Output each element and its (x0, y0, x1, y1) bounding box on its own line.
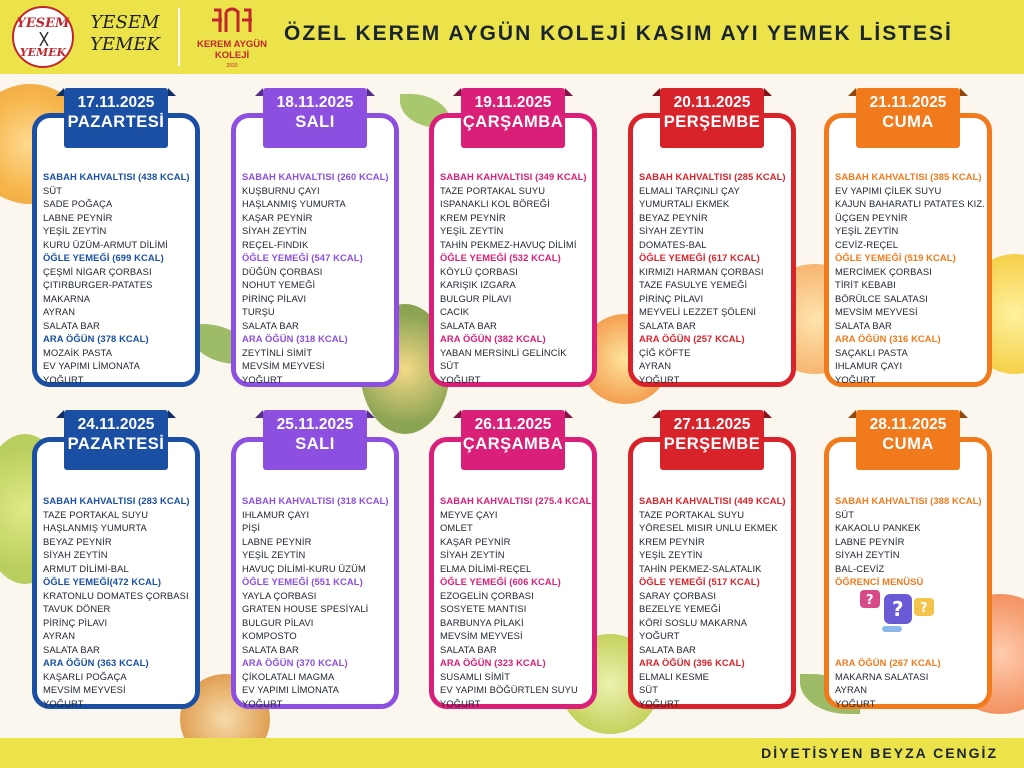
question-bubbles-icon (856, 584, 940, 636)
school-name-line1: KEREM AYGÜN (196, 39, 268, 50)
menu-item: KAJUN BAHARATLI PATATES KIZ. (835, 198, 985, 209)
meal-heading: ARA ÖĞÜN (316 KCAL) (835, 333, 941, 344)
menu-item: KURU ÜZÜM-ARMUT DİLİMİ (43, 238, 168, 250)
menu-list (434, 166, 592, 385)
day-name: PERŞEMBE (663, 435, 761, 453)
day-header-tag (856, 88, 960, 148)
day-menu-card (628, 113, 796, 387)
meal-heading: ÖĞLE YEMEĞİ (606 KCAL) (440, 576, 561, 587)
day-date: 25.11.2025 (276, 416, 354, 433)
menu-item: EV YAPIMI ÇİLEK SUYU (835, 184, 942, 196)
menu-item: YÖRESEL MISIR UNLU EKMEK (639, 522, 778, 533)
menu-item: SALATA BAR (43, 643, 100, 655)
day-name: ÇARŞAMBA (462, 113, 564, 131)
menu-item: KARIŞIK IZGARA (440, 279, 516, 290)
meal-heading: ÖĞLE YEMEĞİ (532 KCAL) (440, 252, 561, 263)
logo-text-bottom: YEMEK (19, 46, 67, 59)
ribbon-fold (56, 410, 64, 418)
meal-heading: SABAH KAHVALTISI (275.4 KCAL) (440, 495, 595, 506)
ribbon-fold (960, 410, 968, 418)
menu-item: PİŞİ (242, 522, 261, 533)
menu-item: ISPANAKLI KOL BÖREĞİ (440, 198, 550, 209)
meal-heading: ÖĞLE YEMEĞİ (517 KCAL) (639, 576, 760, 587)
menu-item: SÜT (835, 508, 855, 520)
day-date: 18.11.2025 (276, 94, 354, 111)
menu-item (835, 643, 987, 657)
menu-item: TİRİT KEBABI (835, 279, 896, 290)
day-name: PAZARTESİ (67, 113, 165, 131)
menu-list (37, 166, 195, 385)
school-logo (190, 6, 274, 70)
meal-heading: ARA ÖĞÜN (382 KCAL) (440, 333, 546, 344)
menu-item: TAZE FASULYE YEMEĞİ (639, 279, 748, 290)
meal-heading: ARA ÖĞÜN (378 KCAL) (43, 333, 149, 344)
menu-item: BARBUNYA PİLAKİ (440, 616, 524, 628)
menu-item: HAVUÇ DİLİMİ-KURU ÜZÜM (242, 562, 366, 574)
ribbon-fold (652, 88, 660, 96)
menu-item: CACIK (440, 306, 470, 317)
menu-item: IHLAMUR ÇAYI (242, 508, 310, 520)
menu-item: GRATEN HOUSE SPESİYALİ (242, 603, 369, 614)
menu-item: HAŞLANMIŞ YUMURTA (43, 522, 147, 533)
menu-item: SALATA BAR (242, 319, 299, 331)
menu-item: LABNE PEYNİR (242, 535, 312, 547)
menu-item: CEVİZ-REÇEL (835, 238, 899, 250)
menu-item: MEVSİM MEYVESİ (440, 630, 523, 641)
menu-item: ÇEŞMİ NİGAR ÇORBASI (43, 265, 152, 277)
day-name: SALI (295, 113, 335, 131)
meal-heading: ARA ÖĞÜN (370 KCAL) (242, 657, 348, 668)
meal-heading: ÖĞLE YEMEĞİ (551 KCAL) (242, 576, 363, 587)
menu-item: SİYAH ZEYTİN (242, 225, 307, 236)
menu-list (434, 490, 595, 709)
meal-heading: SABAH KAHVALTISI (285 KCAL) (639, 171, 786, 182)
menu-item: YEŞİL ZEYTİN (242, 549, 306, 560)
menu-item: KRATONLU DOMATES ÇORBASI (43, 589, 189, 601)
brand-name-line1: YESEM (90, 12, 160, 33)
menu-item: YOĞURT (43, 697, 84, 709)
header-divider (178, 8, 180, 66)
menu-item: SALATA BAR (440, 643, 497, 655)
meal-heading: ÖĞLE YEMEĞİ (519 KCAL) (835, 252, 956, 263)
menu-item: REÇEL-FINDIK (242, 238, 309, 250)
header-bar (0, 0, 1024, 74)
menu-item: SARAY ÇORBASI (639, 589, 717, 601)
meal-heading: ARA ÖĞÜN (267 KCAL) (835, 657, 941, 668)
menu-item: SALATA BAR (440, 319, 497, 331)
menu-item: HAŞLANMIŞ YUMURTA (242, 198, 346, 209)
day-date: 26.11.2025 (474, 416, 552, 433)
menu-item: ARMUT DİLİMİ-BAL (43, 562, 129, 574)
menu-item: YOĞURT (639, 630, 680, 641)
meal-heading: ARA ÖĞÜN (318 KCAL) (242, 333, 348, 344)
menu-item: SALATA BAR (835, 319, 892, 331)
day-menu-card (231, 437, 399, 709)
ribbon-fold (652, 410, 660, 418)
ribbon-fold (367, 88, 375, 96)
menu-item: BEYAZ PEYNİR (639, 211, 708, 223)
menu-item: TAVUK DÖNER (43, 603, 111, 614)
menu-list (236, 166, 394, 385)
menu-item: YOĞURT (43, 373, 84, 385)
ribbon-fold (453, 88, 461, 96)
menu-list (633, 166, 791, 385)
day-name: PAZARTESİ (67, 435, 165, 453)
menu-item: YEŞİL ZEYTİN (639, 549, 703, 560)
menu-item: YEŞİL ZEYTİN (43, 225, 107, 236)
menu-item: TAHİN PEKMEZ-HAVUÇ DİLİMİ (440, 238, 577, 250)
menu-item: SADE POĞAÇA (43, 198, 113, 209)
meal-heading: SABAH KAHVALTISI (438 KCAL) (43, 171, 190, 182)
meal-heading: ÖĞLE YEMEĞİ (547 KCAL) (242, 252, 363, 263)
meal-heading: ARA ÖĞÜN (323 KCAL) (440, 657, 546, 668)
meal-heading: ARA ÖĞÜN (257 KCAL) (639, 333, 745, 344)
menu-item: SİYAH ZEYTİN (639, 225, 704, 236)
ribbon-fold (255, 88, 263, 96)
menu-item: YAYLA ÇORBASI (242, 589, 317, 601)
menu-item: KIRMIZI HARMAN ÇORBASI (639, 265, 764, 277)
menu-list (829, 166, 987, 385)
yesem-yemek-logo (12, 6, 74, 68)
menu-item: YOĞURT (835, 697, 876, 709)
menu-item: AYRAN (835, 684, 868, 695)
ribbon-fold (565, 410, 573, 418)
day-header-tag (660, 410, 764, 470)
day-header-tag (461, 88, 565, 148)
menu-item: KAKAOLU PANKEK (835, 522, 921, 533)
ribbon-fold (168, 410, 176, 418)
day-date: 19.11.2025 (474, 94, 552, 111)
menu-item: ELMALI KESME (639, 670, 709, 682)
menu-item: SAÇAKLI PASTA (835, 346, 908, 358)
day-menu-card (429, 113, 597, 387)
menu-item: YOĞURT (639, 373, 680, 385)
ribbon-fold (960, 88, 968, 96)
menu-item: SÜT (440, 360, 460, 371)
menu-item: YABAN MERSİNLİ GELİNCİK (440, 346, 567, 358)
day-name: ÇARŞAMBA (462, 435, 564, 453)
menu-item: SALATA BAR (639, 643, 696, 655)
menu-item: MAKARNA (43, 292, 91, 304)
meal-heading: ÖĞLE YEMEĞİ (617 KCAL) (639, 252, 760, 263)
day-menu-card (628, 437, 796, 709)
svg-text:?: ? (920, 601, 928, 616)
menu-item: SALATA BAR (639, 319, 696, 331)
meal-heading: SABAH KAHVALTISI (449 KCAL) (639, 495, 786, 506)
meal-heading: SABAH KAHVALTISI (388 KCAL) (835, 495, 982, 506)
menu-item: TURŞU (242, 306, 275, 317)
meal-heading: SABAH KAHVALTISI (318 KCAL) (242, 495, 389, 506)
day-header-tag (461, 410, 565, 470)
menu-item: NOHUT YEMEĞİ (242, 279, 316, 290)
menu-item: KREM PEYNİR (440, 211, 506, 223)
footer-bar (0, 738, 1024, 768)
day-header-tag (263, 410, 367, 470)
svg-text:?: ? (866, 593, 874, 608)
day-menu-card (429, 437, 597, 709)
ribbon-fold (764, 88, 772, 96)
menu-item: SUSAMLI SİMİT (440, 670, 511, 682)
menu-item: ÜÇGEN PEYNİR (835, 211, 908, 223)
day-menu-card (824, 437, 992, 709)
day-date: 17.11.2025 (77, 94, 155, 111)
day-menu-card (32, 113, 200, 387)
ribbon-fold (565, 88, 573, 96)
ribbon-fold (848, 88, 856, 96)
menu-item: SALATA BAR (43, 319, 100, 331)
menu-item: SÜT (639, 684, 659, 695)
menu-item: ÇİĞ KÖFTE (639, 346, 691, 358)
menu-item: KAŞAR PEYNİR (242, 211, 313, 223)
fork-knife-icon (36, 32, 52, 46)
menu-item: MEYVELİ LEZZET ŞÖLENİ (639, 306, 757, 317)
menu-item: YOĞURT (440, 697, 481, 709)
menu-item: SİYAH ZEYTİN (440, 549, 505, 560)
menu-item: EV YAPIMI LİMONATA (43, 360, 140, 371)
menu-item: YOĞURT (835, 373, 876, 385)
day-header-tag (263, 88, 367, 148)
menu-item: AYRAN (639, 360, 672, 371)
ribbon-fold (848, 410, 856, 418)
menu-item: SÜT (43, 184, 63, 196)
menu-item: MERCİMEK ÇORBASI (835, 265, 932, 277)
menu-item: MEVSİM MEYVESİ (43, 684, 126, 695)
day-menu-card (824, 113, 992, 387)
menu-item: SALATA BAR (242, 643, 299, 655)
ribbon-fold (168, 88, 176, 96)
menu-item: MEVSİM MEYVESİ (242, 360, 325, 371)
menu-item: YOĞURT (242, 697, 283, 709)
meal-heading: ARA ÖĞÜN (396 KCAL) (639, 657, 745, 668)
day-header-tag (856, 410, 960, 470)
day-header-tag (64, 410, 168, 470)
school-name-line2: KOLEJİ (214, 50, 250, 61)
page-title: ÖZEL KEREM AYGÜN KOLEJİ KASIM AYI YEMEK LİSTESİ (284, 22, 953, 45)
meal-heading: SABAH KAHVALTISI (283 KCAL) (43, 495, 190, 506)
menu-item: TAHİN PEKMEZ-SALATALIK (639, 562, 762, 574)
menu-item: MOZAİK PASTA (43, 346, 113, 358)
menu-item: EZOGELİN ÇORBASI (440, 589, 534, 601)
meal-heading: ÖĞLE YEMEĞİ(472 KCAL) (43, 576, 162, 587)
menu-item: KAŞAR PEYNİR (440, 535, 511, 547)
menu-item: PİRİNÇ PİLAVI (242, 292, 307, 304)
logo-text-top: YESEM (16, 16, 70, 31)
menu-item: ELMALI TARÇINLI ÇAY (639, 184, 740, 196)
menu-item: YUMURTALI EKMEK (639, 198, 730, 209)
day-date: 28.11.2025 (869, 416, 947, 433)
menu-item: PİRİNÇ PİLAVI (639, 292, 704, 304)
menu-item: ZEYTİNLİ SİMİT (242, 346, 313, 358)
menu-item: BÖRÜLCE SALATASI (835, 292, 928, 304)
menu-item: KUŞBURNU ÇAYI (242, 184, 320, 196)
day-date: 21.11.2025 (869, 94, 947, 111)
brand-name-line2: YEMEK (89, 34, 161, 55)
menu-item: MEYVE ÇAYI (440, 508, 498, 520)
ribbon-fold (367, 410, 375, 418)
brand-name (86, 12, 164, 56)
day-menu-card (32, 437, 200, 709)
day-name: SALI (295, 435, 335, 453)
menu-item: YOĞURT (242, 373, 283, 385)
menu-item: YOĞURT (639, 697, 680, 709)
svg-text:?: ? (892, 597, 904, 621)
ribbon-fold (255, 410, 263, 418)
dietitian-signature: DİYETİSYEN BEYZA CENGİZ (761, 745, 998, 761)
menu-item: MEVSİM MEYVESİ (835, 306, 918, 317)
menu-item: PİRİNÇ PİLAVI (43, 616, 108, 628)
menu-item: SİYAH ZEYTİN (43, 549, 108, 560)
menu-item: DOMATES-BAL (639, 238, 707, 250)
menu-item: TAZE PORTAKAL SUYU (639, 508, 745, 520)
ribbon-fold (453, 410, 461, 418)
menu-item: BAL-CEVİZ (835, 562, 885, 574)
menu-item: KREM PEYNİR (639, 535, 705, 547)
menu-item: LABNE PEYNİR (43, 211, 113, 223)
menu-item: ÇİKOLATALI MAGMA (242, 670, 335, 682)
day-header-tag (660, 88, 764, 148)
day-header-tag (64, 88, 168, 148)
menu-list (37, 490, 195, 709)
meal-heading: SABAH KAHVALTISI (260 KCAL) (242, 171, 389, 182)
meal-heading: ÖĞRENCİ MENÜSÜ (835, 576, 924, 587)
menu-item: DÜĞÜN ÇORBASI (242, 265, 323, 277)
meal-heading: SABAH KAHVALTISI (349 KCAL) (440, 171, 587, 182)
menu-list (633, 490, 791, 709)
menu-item: BEZELYE YEMEĞİ (639, 603, 721, 614)
menu-item: ELMA DİLİMİ-REÇEL (440, 562, 532, 574)
menu-item: BULGUR PİLAVI (440, 292, 512, 304)
ribbon-fold (764, 410, 772, 418)
menu-item: SOSYETE MANTISI (440, 603, 527, 614)
menu-item: AYRAN (43, 630, 76, 641)
school-year: 2020 (226, 63, 238, 69)
menu-item: OMLET (440, 522, 473, 533)
menu-item: YEŞİL ZEYTİN (835, 225, 899, 236)
menu-item: YOĞURT (440, 373, 481, 385)
day-name: CUMA (882, 435, 934, 453)
menu-item: YEŞİL ZEYTİN (440, 225, 504, 236)
menu-item: KÖRİ SOSLU MAKARNA (639, 616, 748, 628)
day-date: 27.11.2025 (673, 416, 751, 433)
menu-item: TAZE PORTAKAL SUYU (440, 184, 546, 196)
meal-heading: ARA ÖĞÜN (363 KCAL) (43, 657, 149, 668)
meal-heading: ÖĞLE YEMEĞİ (699 KCAL) (43, 252, 164, 263)
menu-item: SİYAH ZEYTİN (835, 549, 900, 560)
menu-item: KAŞARLI POĞAÇA (43, 670, 127, 682)
menu-item: IHLAMUR ÇAYI (835, 360, 903, 371)
menu-item: EV YAPIMI LİMONATA (242, 684, 339, 695)
menu-item: KOMPOSTO (242, 630, 297, 641)
menu-item: TAZE PORTAKAL SUYU (43, 508, 149, 520)
day-name: CUMA (882, 113, 934, 131)
school-emblem-icon (208, 6, 256, 36)
day-menu-card (231, 113, 399, 387)
ribbon-fold (56, 88, 64, 96)
day-date: 24.11.2025 (77, 416, 155, 433)
menu-item: EV YAPIMI BÖĞÜRTLEN SUYU (440, 684, 578, 695)
menu-item: ÇITIRBURGER-PATATES (43, 279, 153, 290)
day-name: PERŞEMBE (663, 113, 761, 131)
menu-item: KÖYLÜ ÇORBASI (440, 265, 518, 277)
day-date: 20.11.2025 (673, 94, 751, 111)
menu-item: LABNE PEYNİR (835, 535, 905, 547)
menu-item: MAKARNA SALATASI (835, 670, 929, 682)
menu-item: BEYAZ PEYNİR (43, 535, 112, 547)
menu-list (236, 490, 394, 709)
menu-item: BULGUR PİLAVI (242, 616, 314, 628)
meal-heading: SABAH KAHVALTISI (385 KCAL) (835, 171, 982, 182)
menu-item: AYRAN (43, 306, 76, 317)
